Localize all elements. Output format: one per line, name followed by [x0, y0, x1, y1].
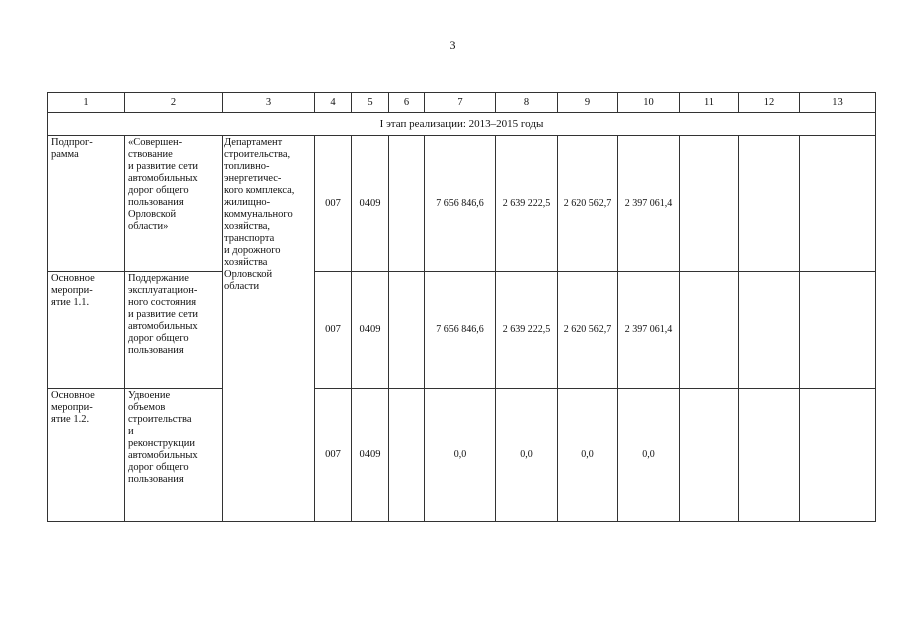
cell-c10: 0,0	[618, 389, 680, 522]
budget-table	[47, 92, 876, 522]
column-number: 11	[680, 93, 739, 113]
row-name: Основное меропри- ятие 1.2.	[48, 389, 125, 522]
cell-c12	[739, 272, 800, 389]
column-number: 4	[315, 93, 352, 113]
cell-c9: 2 620 562,7	[558, 136, 618, 272]
table-row	[48, 136, 876, 272]
cell-c8: 2 639 222,5	[496, 136, 558, 272]
stage-title: I этап реализации: 2013–2015 годы	[48, 113, 876, 136]
cell-c6	[389, 389, 425, 522]
cell-c5: 0409	[352, 389, 389, 522]
column-number: 8	[496, 93, 558, 113]
cell-c10: 2 397 061,4	[618, 272, 680, 389]
cell-c8: 2 639 222,5	[496, 272, 558, 389]
row-description: «Совершен- ствование и развитие сети автомобильных дорог общего пользования Орловской области»	[125, 136, 223, 272]
column-number: 6	[389, 93, 425, 113]
column-number: 7	[425, 93, 496, 113]
cell-c11	[680, 136, 739, 272]
column-number: 3	[223, 93, 315, 113]
responsible-department: Департамент строительства, топливно- энергетичес- кого комплекса, жилищно- коммунального хозяйства, транспорта и дорожного хозяйства Орловской области	[223, 136, 315, 522]
cell-c13	[800, 389, 876, 522]
column-number: 13	[800, 93, 876, 113]
column-number: 2	[125, 93, 223, 113]
cell-c12	[739, 389, 800, 522]
cell-c9: 2 620 562,7	[558, 272, 618, 389]
cell-c10: 2 397 061,4	[618, 136, 680, 272]
row-name: Подпрог- рамма	[48, 136, 125, 272]
row-description: Удвоение объемов строительства и реконструкции автомобильных дорог общего пользования	[125, 389, 223, 522]
cell-c12	[739, 136, 800, 272]
cell-c11	[680, 272, 739, 389]
column-number: 12	[739, 93, 800, 113]
column-number: 5	[352, 93, 389, 113]
column-number-row	[48, 93, 876, 113]
cell-c5: 0409	[352, 136, 389, 272]
table-row	[48, 272, 876, 389]
cell-c6	[389, 272, 425, 389]
cell-c4: 007	[315, 136, 352, 272]
cell-c4: 007	[315, 389, 352, 522]
cell-c8: 0,0	[496, 389, 558, 522]
table-row	[48, 389, 876, 522]
stage-row	[48, 113, 876, 136]
column-number: 1	[48, 93, 125, 113]
cell-c13	[800, 136, 876, 272]
cell-c7: 7 656 846,6	[425, 136, 496, 272]
cell-c5: 0409	[352, 272, 389, 389]
cell-c11	[680, 389, 739, 522]
cell-c7: 0,0	[425, 389, 496, 522]
cell-c4: 007	[315, 272, 352, 389]
row-description: Поддержание эксплуатацион- ного состояния и развитие сети автомобильных дорог общего пользования	[125, 272, 223, 389]
cell-c6	[389, 136, 425, 272]
cell-c9: 0,0	[558, 389, 618, 522]
column-number: 10	[618, 93, 680, 113]
row-name: Основное меропри- ятие 1.1.	[48, 272, 125, 389]
column-number: 9	[558, 93, 618, 113]
cell-c7: 7 656 846,6	[425, 272, 496, 389]
page-number: 3	[449, 38, 456, 52]
cell-c13	[800, 272, 876, 389]
